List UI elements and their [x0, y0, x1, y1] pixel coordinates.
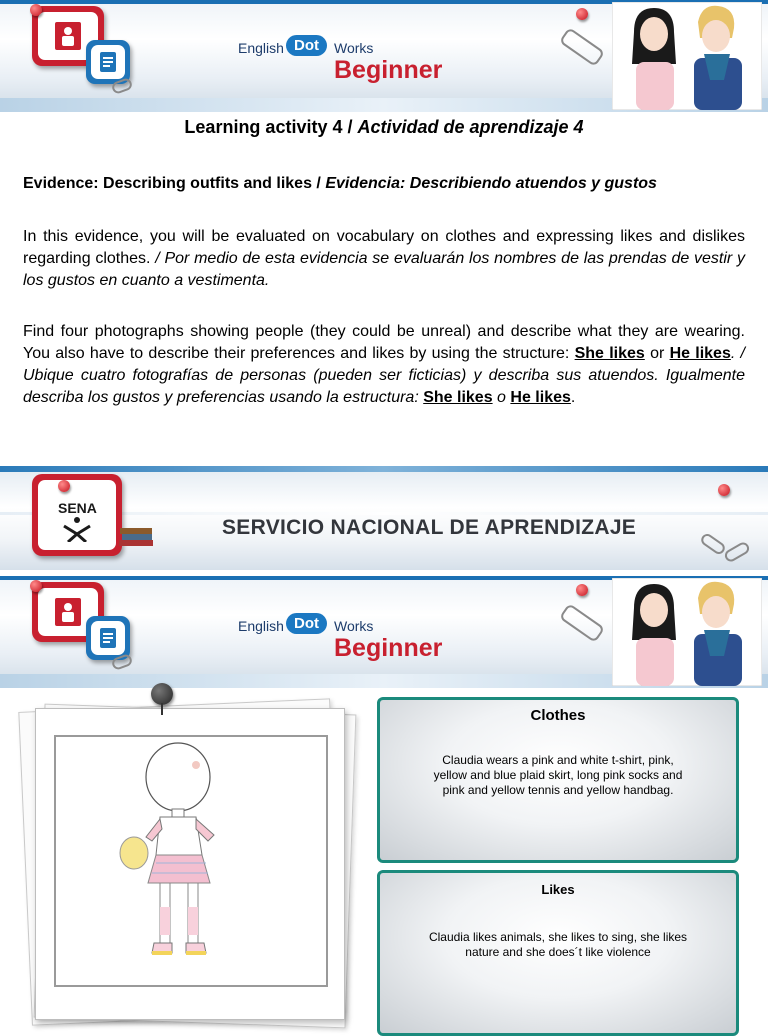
books-icon [118, 526, 156, 548]
sena-banner [0, 466, 768, 570]
paperclip-icon [559, 27, 605, 67]
task-end: . [570, 389, 576, 406]
clothes-box [377, 697, 739, 863]
paperclip-icon [699, 532, 727, 557]
he-likes-label-es: He likes [510, 389, 571, 406]
logo-beginner: Beginner [334, 56, 443, 84]
he-likes-label: He likes [669, 345, 731, 362]
title-spanish: Actividad de aprendizaje 4 [357, 117, 584, 137]
character-figure [56, 737, 326, 985]
title-english: Learning activity 4 / [184, 117, 353, 137]
she-likes-label: She likes [574, 345, 645, 362]
she-likes-label-es: She likes [423, 389, 493, 406]
polaroid-front [35, 708, 345, 1020]
or-label: or [650, 345, 665, 362]
intro-paragraph [23, 226, 745, 292]
likes-box [377, 870, 739, 1036]
logo-beginner: Beginner [334, 634, 443, 662]
logo-dot: Dot [286, 613, 327, 634]
second-banner [0, 576, 768, 688]
pin-icon [58, 480, 70, 492]
photo-polaroid [25, 703, 355, 1023]
pin-icon [30, 4, 42, 16]
pin-icon [30, 580, 42, 592]
logo-english: English [238, 618, 284, 634]
o-label: o [497, 389, 506, 406]
task-english: Find four photographs showing people (they could be unreal) and describe what they are wearing. You also have to describe their preferences and likes by using the structure: [23, 323, 745, 362]
character-drawing [54, 735, 328, 987]
sena-tag-icon [32, 474, 122, 556]
paperclip-icon [559, 603, 605, 643]
clothes-title: Clothes [530, 707, 586, 724]
logo-dot: Dot [286, 35, 327, 56]
clothes-text: Claudia wears a pink and white t-shirt, pink, yellow and blue plaid skirt, long pink socks and pink and yellow tennis and yellow handbag. [433, 753, 683, 797]
intro-english: In this evidence, you will be evaluated on vocabulary on clothes and expressing likes and dislikes regarding clothes. [23, 228, 745, 267]
logo-works: Works [334, 618, 374, 634]
logo-works: Works [334, 40, 374, 56]
evidence-heading [23, 173, 745, 195]
evidence-spanish: Evidencia: Describiendo atuendos y gustos [325, 175, 657, 192]
students-illustration [612, 2, 762, 110]
pushpin-icon [151, 683, 173, 705]
banner-stripe [0, 466, 768, 472]
pin-icon [576, 8, 588, 20]
top-banner [0, 0, 768, 112]
likes-title: Likes [541, 882, 575, 897]
evidence-english: Evidence: Describing outfits and likes / [23, 175, 321, 192]
pushpin-needle [161, 703, 163, 715]
task-paragraph [23, 321, 745, 409]
intro-spanish: / Por medio de esta evidencia se evaluarán los nombres de las prendas de vestir y los gustos en cuanto a vestimenta. [23, 250, 745, 289]
students-illustration [612, 578, 762, 686]
document-tag-icon [86, 40, 130, 84]
pin-icon [576, 584, 588, 596]
pin-icon [718, 484, 730, 496]
logo-english: English [238, 40, 284, 56]
page-title [0, 117, 768, 138]
sena-title: SERVICIO NACIONAL DE APRENDIZAJE [222, 516, 637, 539]
paperclip-icon [723, 540, 752, 563]
sena-logo: SENA [58, 500, 97, 516]
likes-text: Claudia likes animals, she likes to sing, she likes nature and she does´t like violence [428, 930, 688, 959]
document-tag-icon [86, 616, 130, 660]
task-spanish: . / Ubique cuatro fotografías de personas (pueden ser ficticias) y describa sus atuendos. Igualmente describa los gustos y preferencias usando la estructura: [23, 345, 746, 406]
